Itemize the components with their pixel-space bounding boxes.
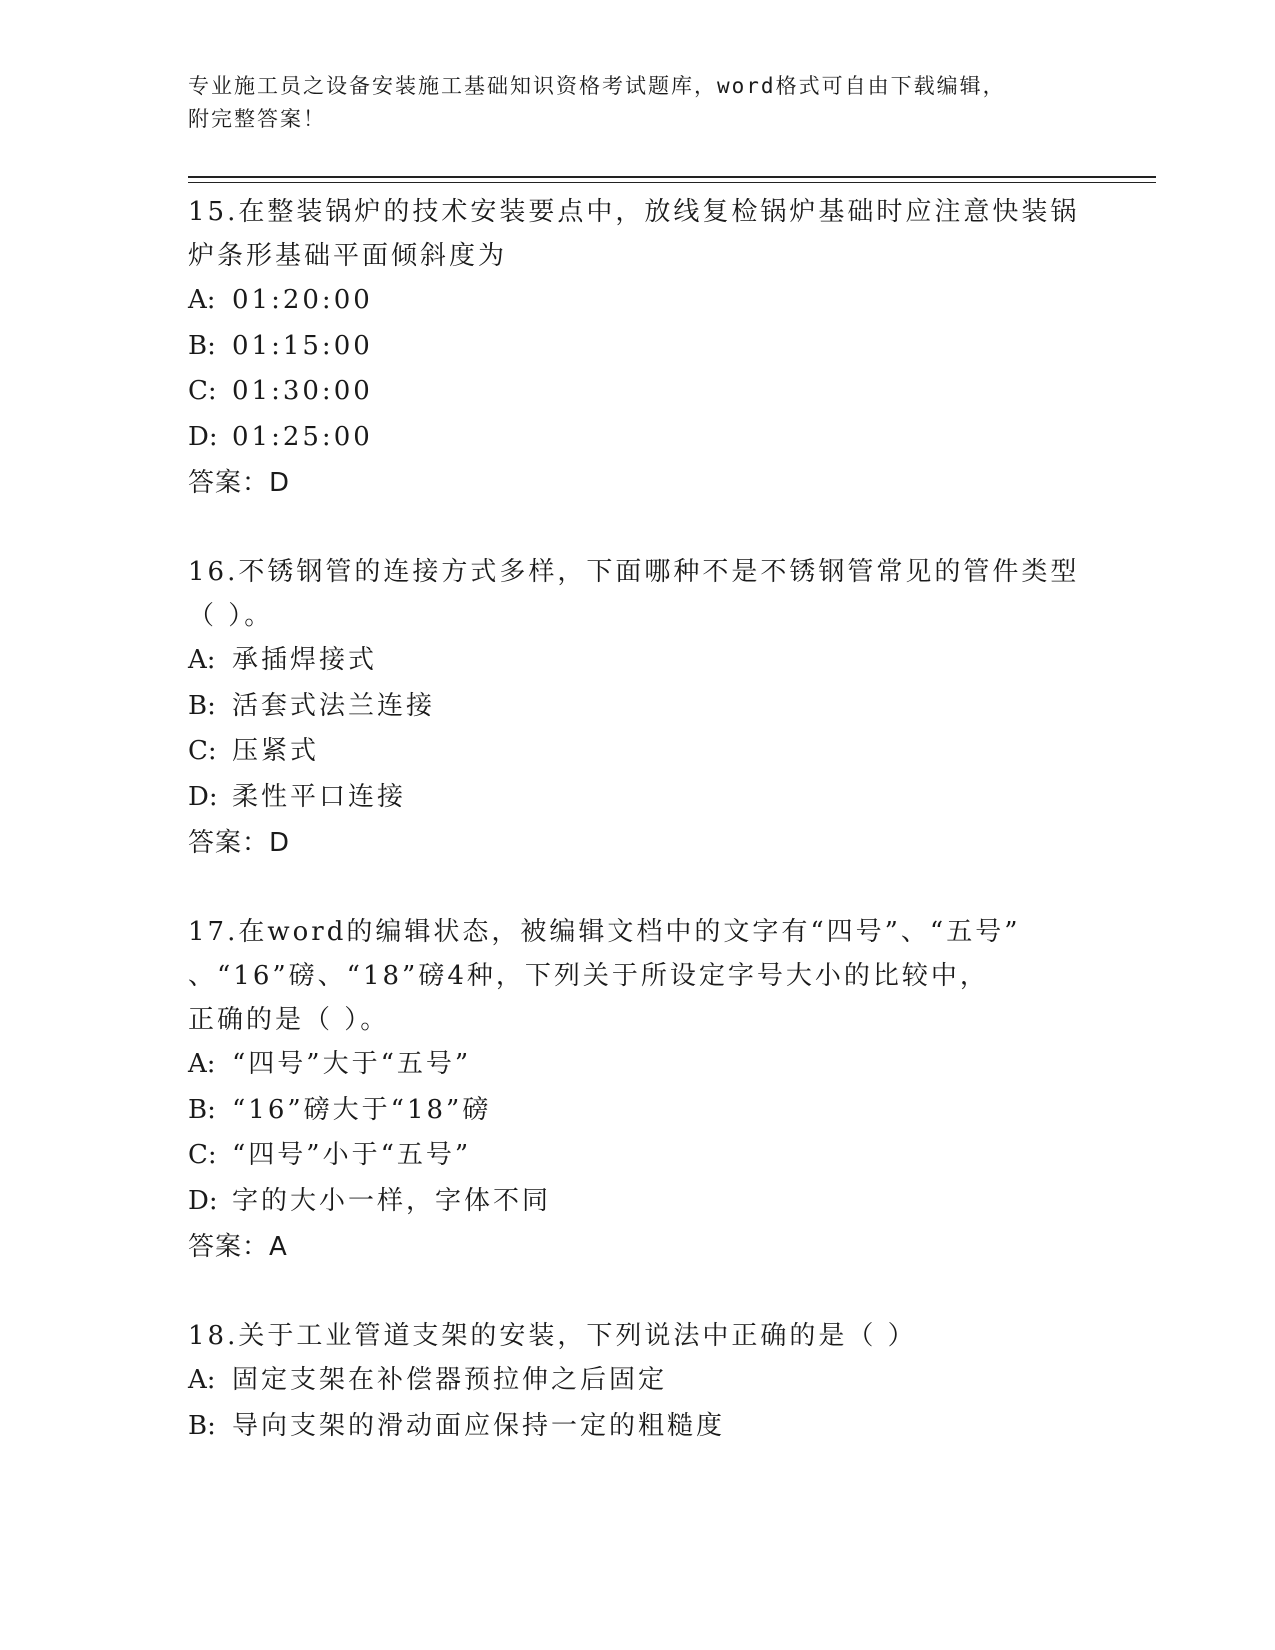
option-a xyxy=(188,1358,1088,1404)
option-label: D: xyxy=(188,781,218,812)
question-line-3: 正确的是（ ）。 xyxy=(188,1005,390,1035)
option-c xyxy=(188,1133,1088,1179)
option-b xyxy=(188,1088,1088,1134)
option-text: 01:25:00 xyxy=(232,421,373,452)
option-text: 柔性平口连接 xyxy=(232,781,407,812)
option-d xyxy=(188,415,1088,461)
option-d xyxy=(188,775,1088,821)
option-label: B: xyxy=(188,690,216,721)
question-17 xyxy=(188,910,1088,1270)
document-header xyxy=(188,70,1068,136)
option-text: “四号”大于“五号” xyxy=(232,1049,472,1079)
option-c xyxy=(188,369,1088,415)
option-text: 承插焊接式 xyxy=(232,645,378,675)
option-label: C: xyxy=(188,736,217,766)
question-line-2: 、“16”磅、“18”磅4种，下列关于所设定字号大小的比较中， xyxy=(188,961,989,991)
option-a xyxy=(188,1042,1088,1088)
option-c xyxy=(188,729,1088,775)
question-number: 18. xyxy=(188,1321,239,1351)
question-16 xyxy=(188,550,1088,866)
answer: 答案：A xyxy=(188,1232,288,1262)
answer: 答案：D xyxy=(188,468,291,498)
option-text: “16”磅大于“18”磅 xyxy=(232,1094,492,1125)
option-label: B: xyxy=(188,1094,216,1125)
option-label: A: xyxy=(188,285,216,315)
question-18 xyxy=(188,1314,1088,1449)
option-label: A: xyxy=(188,1365,216,1395)
question-text xyxy=(188,190,1088,234)
option-text: 导向支架的滑动面应保持一定的粗糙度 xyxy=(232,1410,726,1441)
question-line-1: 在word的编辑状态，被编辑文档中的文字有“四号”、“五号” xyxy=(238,917,1021,947)
option-text: 压紧式 xyxy=(232,736,320,766)
question-line-1: 关于工业管道支架的安装，下列说法中正确的是（ ） xyxy=(238,1321,917,1351)
option-label: B: xyxy=(188,330,216,361)
option-label: D: xyxy=(188,1185,218,1216)
header-line-1: 专业施工员之设备安装施工基础知识资格考试题库，word格式可自由下载编辑， xyxy=(188,74,1006,98)
option-label: C: xyxy=(188,1140,217,1170)
option-text: 01:20:00 xyxy=(232,285,373,315)
question-number: 15. xyxy=(188,197,239,227)
option-a xyxy=(188,278,1088,324)
option-text: “四号”小于“五号” xyxy=(232,1140,472,1170)
option-b xyxy=(188,324,1088,370)
question-15 xyxy=(188,190,1088,506)
option-text: 活套式法兰连接 xyxy=(232,690,436,721)
option-label: A: xyxy=(188,645,216,675)
question-line-2: 炉条形基础平面倾斜度为 xyxy=(188,241,508,271)
question-text xyxy=(188,1314,1088,1358)
question-line-1: 不锈钢管的连接方式多样，下面哪种不是不锈钢管常见的管件类型 xyxy=(238,557,1080,587)
option-text: 01:30:00 xyxy=(232,376,373,406)
option-label: A: xyxy=(188,1049,216,1079)
option-label: D: xyxy=(188,421,218,452)
option-text: 字的大小一样，字体不同 xyxy=(232,1185,552,1216)
option-b xyxy=(188,1404,1088,1450)
option-d xyxy=(188,1179,1088,1225)
question-text xyxy=(188,910,1088,954)
option-text: 固定支架在补偿器预拉伸之后固定 xyxy=(232,1365,668,1395)
header-divider-thin xyxy=(188,182,1156,183)
option-text: 01:15:00 xyxy=(232,330,373,361)
question-text xyxy=(188,550,1088,594)
question-list xyxy=(188,190,1088,1449)
header-divider-thick xyxy=(188,176,1156,178)
option-b xyxy=(188,684,1088,730)
question-number: 16. xyxy=(188,557,239,587)
answer: 答案：D xyxy=(188,828,291,858)
option-a xyxy=(188,638,1088,684)
question-line-2: （ ）。 xyxy=(188,601,274,631)
question-number: 17. xyxy=(188,917,239,947)
option-label: B: xyxy=(188,1410,216,1441)
option-label: C: xyxy=(188,376,217,406)
question-line-1: 在整装锅炉的技术安装要点中，放线复检锅炉基础时应注意快装锅 xyxy=(238,197,1080,227)
header-line-2: 附完整答案！ xyxy=(188,107,326,131)
